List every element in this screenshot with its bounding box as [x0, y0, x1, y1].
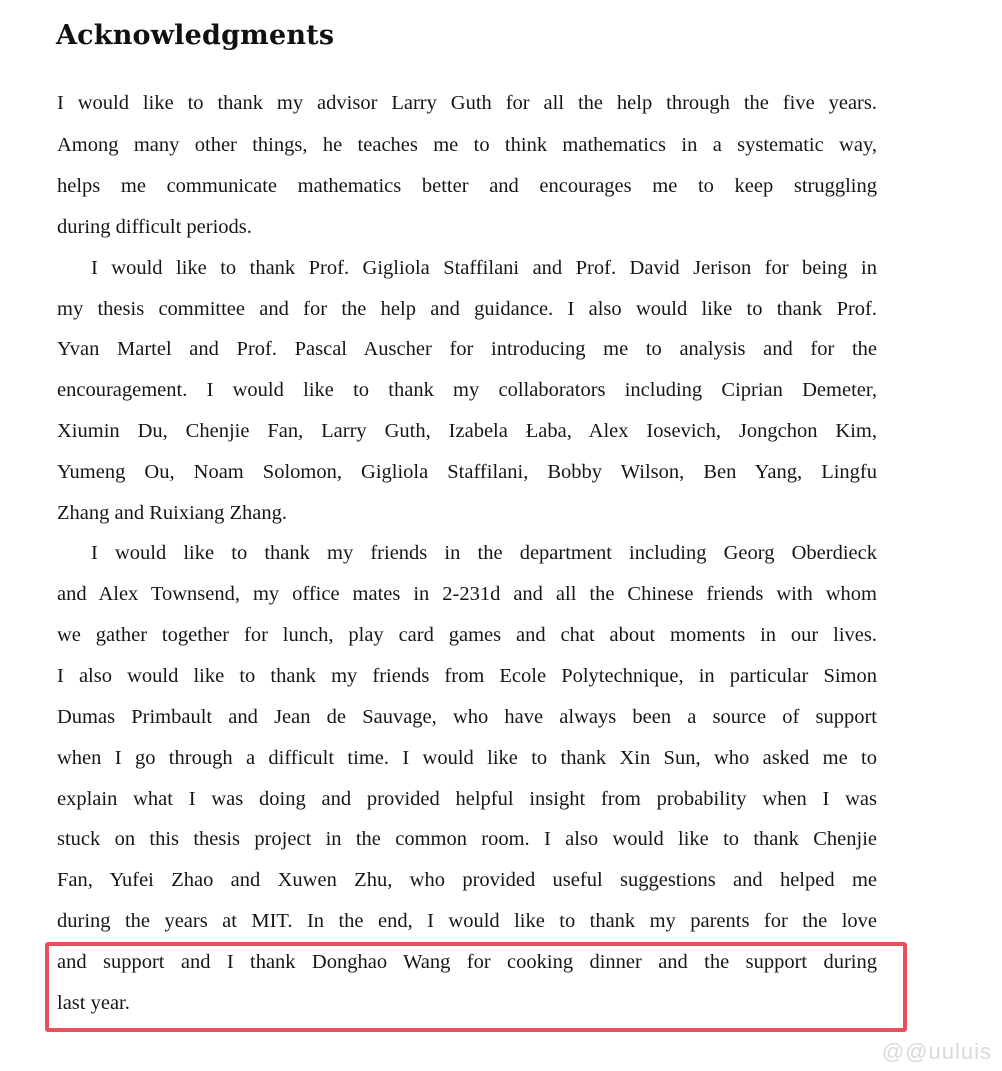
paragraph-2-line-5: Xiumin Du, Chenjie Fan, Larry Guth, Izabela Łaba, Alex Iosevich, Jongchon Kim, — [57, 420, 877, 442]
paragraph-1-line-2: Among many other things, he teaches me to think mathematics in a systematic way, — [57, 134, 877, 156]
paragraph-3-line-7: explain what I was doing and provided helpful insight from probability when I was — [57, 788, 877, 810]
paragraph-3-line-2: and Alex Townsend, my office mates in 2-231d and all the Chinese friends with whom — [57, 583, 877, 605]
highlight-annotation-box — [45, 942, 907, 1032]
paragraph-2-line-7: Zhang and Ruixiang Zhang. — [57, 502, 288, 524]
page-title: Acknowledgments — [56, 20, 335, 51]
paragraph-3-line-5: Dumas Primbault and Jean de Sauvage, who have always been a source of support — [57, 706, 877, 728]
paragraph-3-line-3: we gather together for lunch, play card games and chat about moments in our lives. — [57, 624, 877, 646]
paragraph-2-line-2: my thesis committee and for the help and guidance. I also would like to thank Prof. — [57, 298, 877, 320]
paragraph-3-line-8: stuck on this thesis project in the common room. I also would like to thank Chenjie — [57, 828, 877, 850]
paragraph-3-line-11: and support and I thank Donghao Wang for cooking dinner and the support during — [57, 951, 877, 973]
paragraph-1-line-4: during difficult periods. — [57, 216, 252, 238]
paragraph-2-line-3: Yvan Martel and Prof. Pascal Auscher for introducing me to analysis and for the — [57, 338, 877, 360]
paragraph-2-line-4: encouragement. I would like to thank my collaborators including Ciprian Demeter, — [57, 379, 877, 401]
paragraph-2-line-1: I would like to thank Prof. Gigliola Staffilani and Prof. David Jerison for being in — [91, 257, 877, 279]
paragraph-3-line-12: last year. — [57, 992, 130, 1014]
paragraph-3-line-10: during the years at MIT. In the end, I would like to thank my parents for the love — [57, 910, 877, 932]
paragraph-1-line-3: helps me communicate mathematics better and encourages me to keep struggling — [57, 175, 877, 197]
paragraph-1-line-1: I would like to thank my advisor Larry Guth for all the help through the five years. — [57, 92, 877, 114]
paragraph-3-line-9: Fan, Yufei Zhao and Xuwen Zhu, who provided useful suggestions and helped me — [57, 869, 877, 891]
paragraph-2-line-6: Yumeng Ou, Noam Solomon, Gigliola Staffilani, Bobby Wilson, Ben Yang, Lingfu — [57, 461, 877, 483]
paragraph-3-line-6: when I go through a difficult time. I would like to thank Xin Sun, who asked me to — [57, 747, 877, 769]
watermark: @@uuluis — [881, 1039, 992, 1064]
paragraph-3-line-1: I would like to thank my friends in the department including Georg Oberdieck — [91, 542, 877, 564]
paragraph-3-line-4: I also would like to thank my friends from Ecole Polytechnique, in particular Simon — [57, 665, 877, 687]
